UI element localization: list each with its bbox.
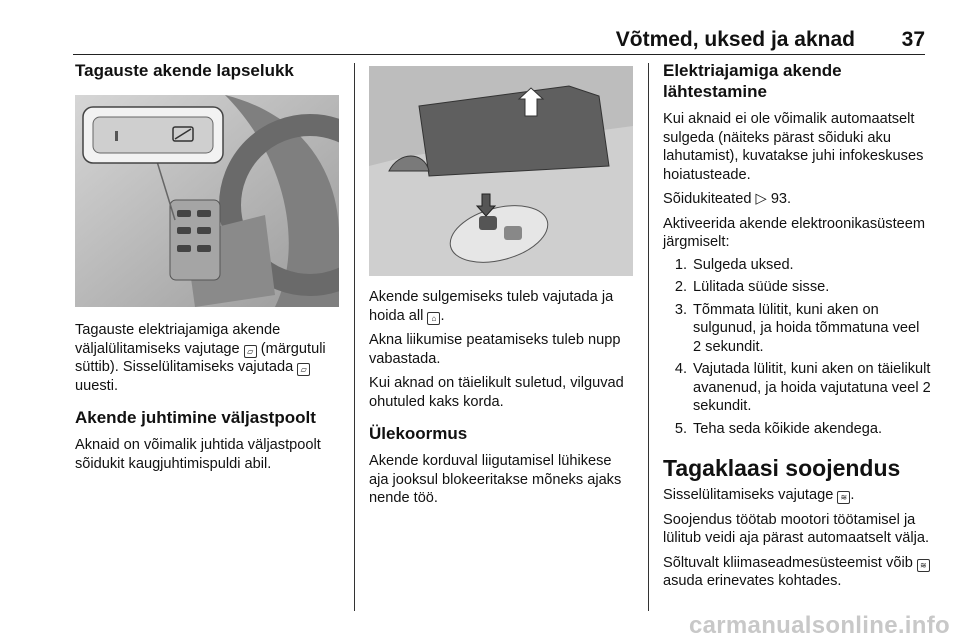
section-heading-remote-control: Akende juhtimine väljastpoolt (75, 408, 316, 427)
chapter-title: Võtmed, uksed ja aknad (615, 28, 855, 51)
paragraph-reset-intro: Kui aknaid ei ole võimalik automaatselt sulgeda (näiteks pärast sõiduki aku lahutamist), kuvatakse juhi infokeskuses hoiatusteade. (663, 111, 924, 183)
child-lock-window-icon-2: ▱ (297, 363, 310, 376)
paragraph-heating-auto-off: Soojendus töötab mootori töötamisel ja lülitub veidi aja pärast automaatselt välja. (663, 511, 930, 546)
illustration-door-panel-switches (75, 95, 339, 307)
paragraph-overload: Akende korduval liigutamisel lühikese aja jooksul blokeeritakse mõneks ajaks nende töö. (369, 453, 622, 506)
rear-defrost-icon: ≋ (837, 491, 850, 504)
section-heading-overload: Ülekoormus (369, 424, 468, 443)
section-heading-child-lock: Tagauste akende lapselukk (75, 61, 294, 80)
page-reference-icon: ▷ (755, 191, 767, 207)
list-item: 3. Tõmmata lülitit, kuni aken on sulgunud, ja hoida tõmmatuna veel 2 sekundit. (674, 301, 920, 355)
paragraph-activate: Aktiveerida akende elektroonikasüsteem järgmiselt: (663, 215, 926, 250)
paragraph-close-windows: Akende sulgemiseks tuleb vajutada ja hoida all ⌂ . (369, 289, 614, 324)
list-item: 4. Vajutada lülitit, kuni aken on täielikult avanenud, ja hoida vajutatuna veel 2 sekundit. (674, 361, 931, 414)
page-header (73, 24, 925, 54)
paragraph-heating-location: Sõltuvalt kliimaseadmesüsteemist võib ≋ asuda erinevates kohtades. (663, 554, 931, 591)
paragraph-heating-on: Sisselülitamiseks vajutage ≋ . (663, 487, 855, 503)
page-number: 37 (901, 28, 925, 51)
rear-defrost-icon-2: ≋ (917, 559, 930, 572)
column-divider-2 (648, 63, 649, 611)
lock-button-icon: ⌂ (427, 312, 440, 325)
section-heading-rear-window-heating: Tagaklaasi soojendus (663, 455, 901, 481)
list-item: 1. Sulgeda uksed. (674, 256, 794, 273)
list-item: 5. Teha seda kõikide akendega. (674, 420, 883, 437)
column-right (663, 60, 931, 591)
illustration-key-fob-window (369, 66, 633, 276)
paragraph-remote-control: Aknaid on võimalik juhtida väljastpoolt sõidukit kaugjuhtimispuldi abil. (75, 437, 321, 472)
paragraph-disable-rear-windows: Tagauste elektriajamiga akende väljalülitamiseks vajutage ▱ (märgutuli süttib). Sisselülitamiseks vajutada ▱ uuesti. (75, 322, 326, 394)
list-item: 2. Lülitada süüde sisse. (674, 279, 830, 295)
column-middle (369, 60, 634, 508)
paragraph-stop-window: Akna liikumise peatamiseks tuleb nupp vabastada. (369, 332, 621, 367)
section-heading-window-reset: Elektriajamiga akende lähtestamine (663, 61, 842, 101)
paragraph-vehicle-messages: Sõidukiteated ▷ 93. (663, 191, 792, 207)
column-left (75, 60, 341, 473)
column-divider-1 (354, 63, 355, 611)
paragraph-hazard-lights: Kui aknad on täielikult suletud, vilguvad ohutuled kaks korda. (369, 375, 624, 410)
child-lock-window-icon: ▱ (244, 345, 257, 358)
header-rule (73, 54, 925, 55)
watermark: carmanualsonline.info (688, 612, 950, 639)
reset-steps-list (663, 256, 931, 439)
